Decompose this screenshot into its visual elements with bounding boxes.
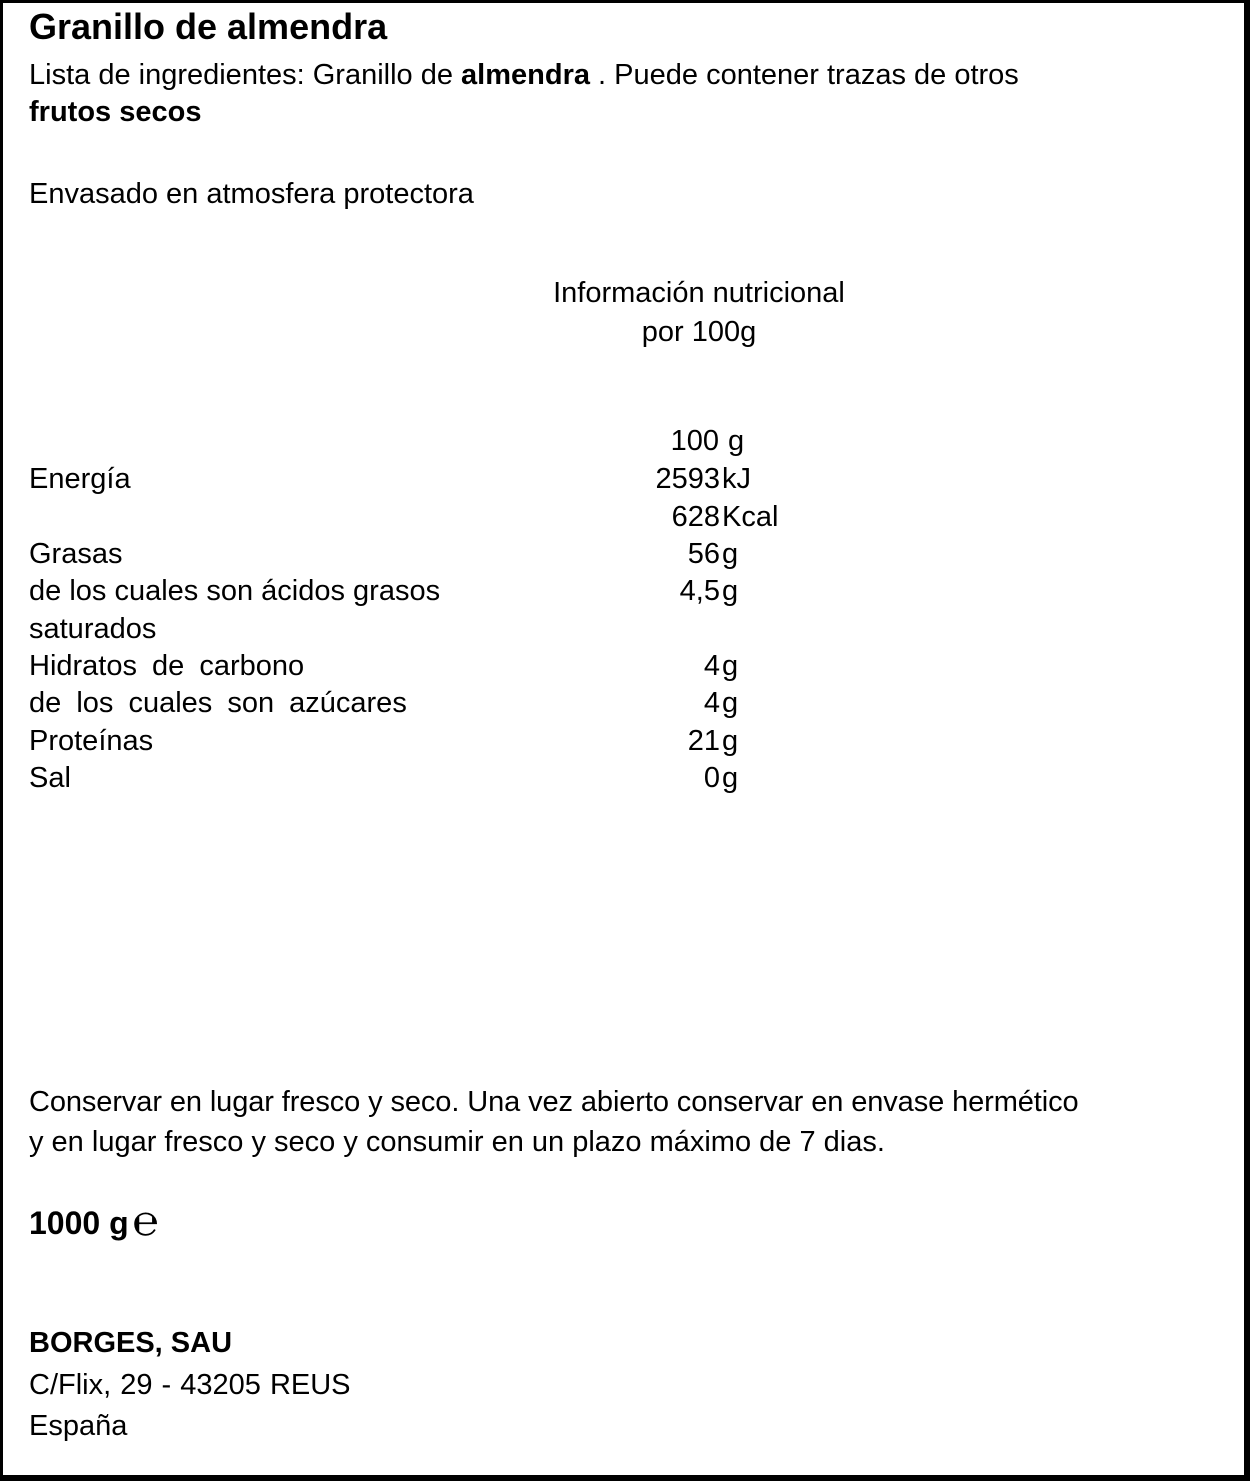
estimated-e-mark-icon: ℮	[131, 1197, 159, 1244]
nutrient-label: de los cuales son ácidos grasos	[29, 575, 441, 607]
nutrition-row-energy-kcal	[3, 499, 1250, 536]
nutrition-row-carbohydrates	[3, 648, 1250, 685]
nutrient-unit: g	[722, 725, 739, 757]
nutrient-label: Hidratos de carbono	[29, 650, 305, 682]
nutrient-unit: g	[722, 762, 739, 794]
manufacturer-name: BORGES, SAU	[29, 1327, 233, 1359]
nutrient-value: 21	[687, 725, 720, 757]
storage-line-2: y en lugar fresco y seco y consumir en un plazo máximo de 7 dias.	[29, 1126, 885, 1158]
nutrient-value: 4,5	[679, 575, 720, 607]
nutrition-row-protein	[3, 723, 1250, 760]
nutrient-label: Proteínas	[29, 725, 154, 757]
manufacturer-country: España	[29, 1410, 128, 1442]
nutrition-heading: Información nutricional	[553, 277, 845, 309]
nutrition-row-saturated-fat-cont	[3, 611, 1250, 648]
nutrition-row-saturated-fat	[3, 573, 1250, 610]
ingredients-middle: . Puede contener trazas de otros	[590, 59, 1019, 91]
nutrient-label: Sal	[29, 762, 71, 794]
nutrition-row-salt	[3, 760, 1250, 797]
nutrient-unit: g	[722, 575, 739, 607]
nutrient-value: 0	[703, 762, 720, 794]
column-header-value: 100	[670, 425, 719, 457]
nutrition-column-header	[3, 423, 1250, 460]
nutrient-value: 56	[687, 538, 720, 570]
nutrient-label: saturados	[29, 613, 157, 645]
ingredients-line	[29, 57, 1019, 94]
nutrient-unit: g	[722, 687, 739, 719]
packaging-note: Envasado en atmosfera protectora	[29, 178, 474, 210]
storage-line-1: Conservar en lugar fresco y seco. Una vez abierto conservar en envase hermético	[29, 1086, 1079, 1118]
nutrient-unit: Kcal	[722, 501, 779, 533]
nutrient-unit: kJ	[722, 463, 751, 495]
allergen-almendra: almendra	[461, 59, 590, 91]
nutrient-value: 628	[671, 501, 720, 533]
net-weight-value: 1000 g	[29, 1205, 129, 1241]
manufacturer-address: C/Flix, 29 - 43205 REUS	[29, 1369, 351, 1401]
column-header-unit: g	[728, 425, 745, 457]
ingredients-prefix: Lista de ingredientes: Granillo de	[29, 59, 462, 91]
nutrient-label: Grasas	[29, 538, 123, 570]
net-weight	[29, 1197, 159, 1244]
nutrient-value: 4	[703, 687, 720, 719]
allergen-traces: frutos secos	[29, 96, 202, 128]
product-title: Granillo de almendra	[29, 6, 388, 47]
nutrition-row-fat	[3, 536, 1250, 573]
nutrient-label: Energía	[29, 463, 131, 495]
nutrient-value: 4	[703, 650, 720, 682]
nutrient-label: de los cuales son azúcares	[29, 687, 407, 719]
nutrient-unit: g	[722, 650, 739, 682]
nutrition-row-sugars	[3, 685, 1250, 722]
nutrition-row-energy-kj	[3, 461, 1250, 498]
nutrition-subheading: por 100g	[641, 316, 757, 348]
nutrient-value: 2593	[655, 463, 720, 495]
nutrient-unit: g	[722, 538, 739, 570]
